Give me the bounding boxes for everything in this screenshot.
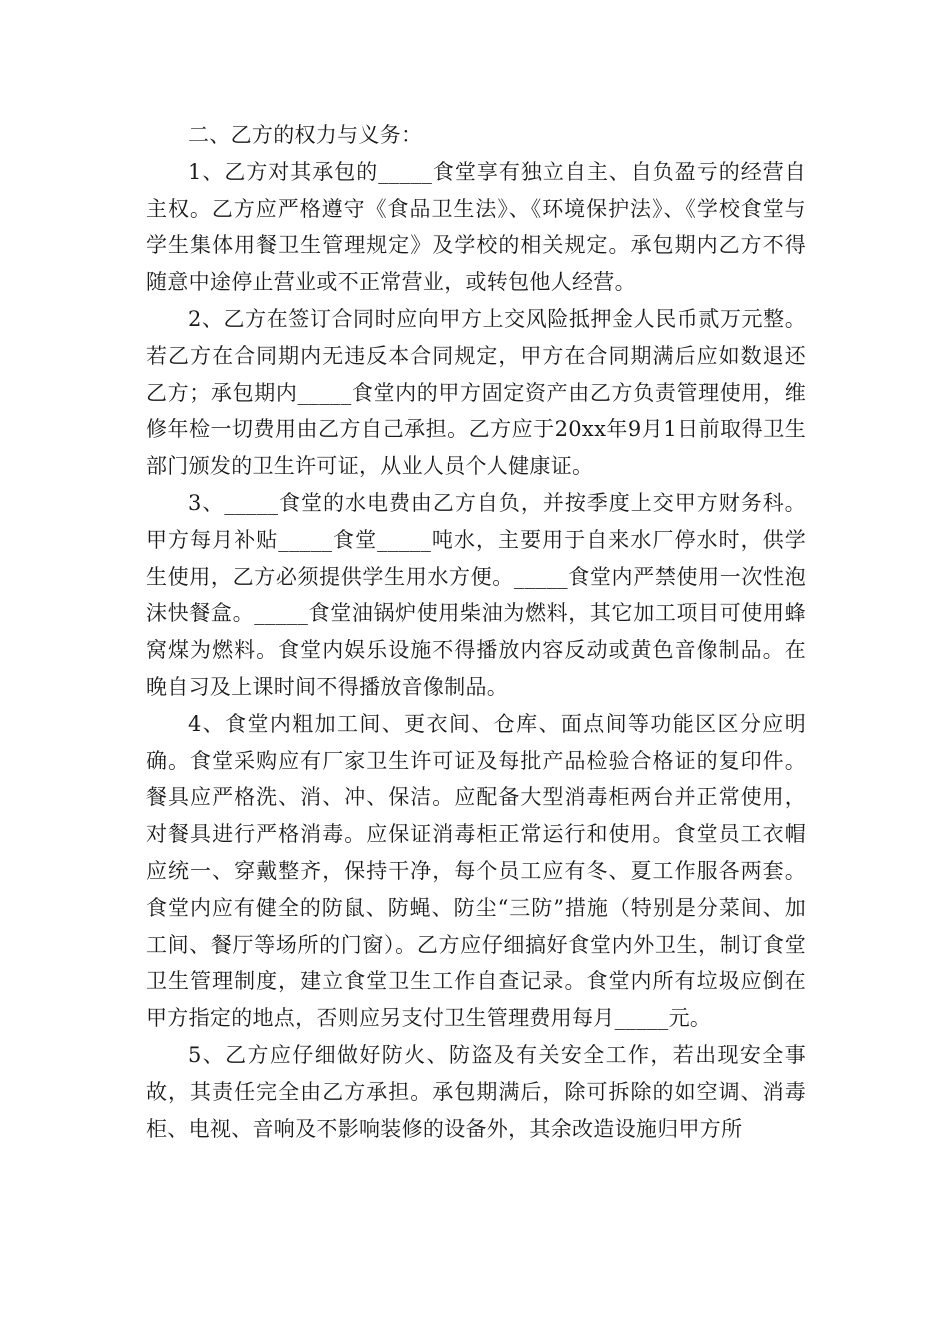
section-heading: 二、乙方的权力与义务： <box>188 123 423 147</box>
paragraph-5: 5、乙方应仔细做好防火、防盗及有关安全工作，若出现安全事故，其责任完全由乙方承担。承包期满后，除可拆除的如空调、消毒柜、电视、音响及不影响装修的设备外，其余改造设施归甲方所 <box>146 1042 806 1141</box>
paragraph-2: 2、乙方在签订合同时应向甲方上交风险抵押金人民币贰万元整。若乙方在合同期内无违反本合同规定，甲方在合同期满后应如数退还乙方；承包期内_____食堂内的甲方固定资产由乙方负责管理使用，维修年检一切费用由乙方自己承担。乙方应于20xx年9月1日前取得卫生部门颁发的卫生许可证，从业人员个人健康证。 <box>146 306 806 479</box>
document-page <box>146 117 806 1147</box>
paragraph-3: 3、_____食堂的水电费由乙方自负，并按季度上交甲方财务科。甲方每月补贴_____食堂_____吨水，主要用于自来水厂停水时，供学生使用，乙方必须提供学生用水方便。_____食堂内严禁使用一次性泡沫快餐盒。_____食堂油锅炉使用柴油为燃料，其它加工项目可使用蜂窝煤为燃料。食堂内娱乐设施不得播放内容反动或黄色音像制品。在晚自习及上课时间不得播放音像制品。 <box>146 490 806 699</box>
paragraph-4: 4、食堂内粗加工间、更衣间、仓库、面点间等功能区区分应明确。食堂采购应有厂家卫生许可证及每批产品检验合格证的复印件。餐具应严格洗、消、冲、保洁。应配备大型消毒柜两台并正常使用，对餐具进行严格消毒。应保证消毒柜正常运行和使用。食堂员工衣帽应统一、穿戴整齐，保持干净，每个员工应有冬、夏工作服各两套。食堂内应有健全的防鼠、防蝇、防尘“三防”措施（特别是分菜间、加工间、餐厅等场所的门窗）。乙方应仔细搞好食堂内外卫生，制订食堂卫生管理制度，建立食堂卫生工作自查记录。食堂内所有垃圾应倒在甲方指定的地点，否则应另支付卫生管理费用每月_____元。 <box>146 711 806 1031</box>
paragraph-1: 1、乙方对其承包的_____食堂享有独立自主、自负盈亏的经营自主权。乙方应严格遵守《食品卫生法》、《环境保护法》、《学校食堂与学生集体用餐卫生管理规定》及学校的相关规定。承包期内乙方不得随意中途停止营业或不正常营业，或转包他人经营。 <box>146 159 806 295</box>
